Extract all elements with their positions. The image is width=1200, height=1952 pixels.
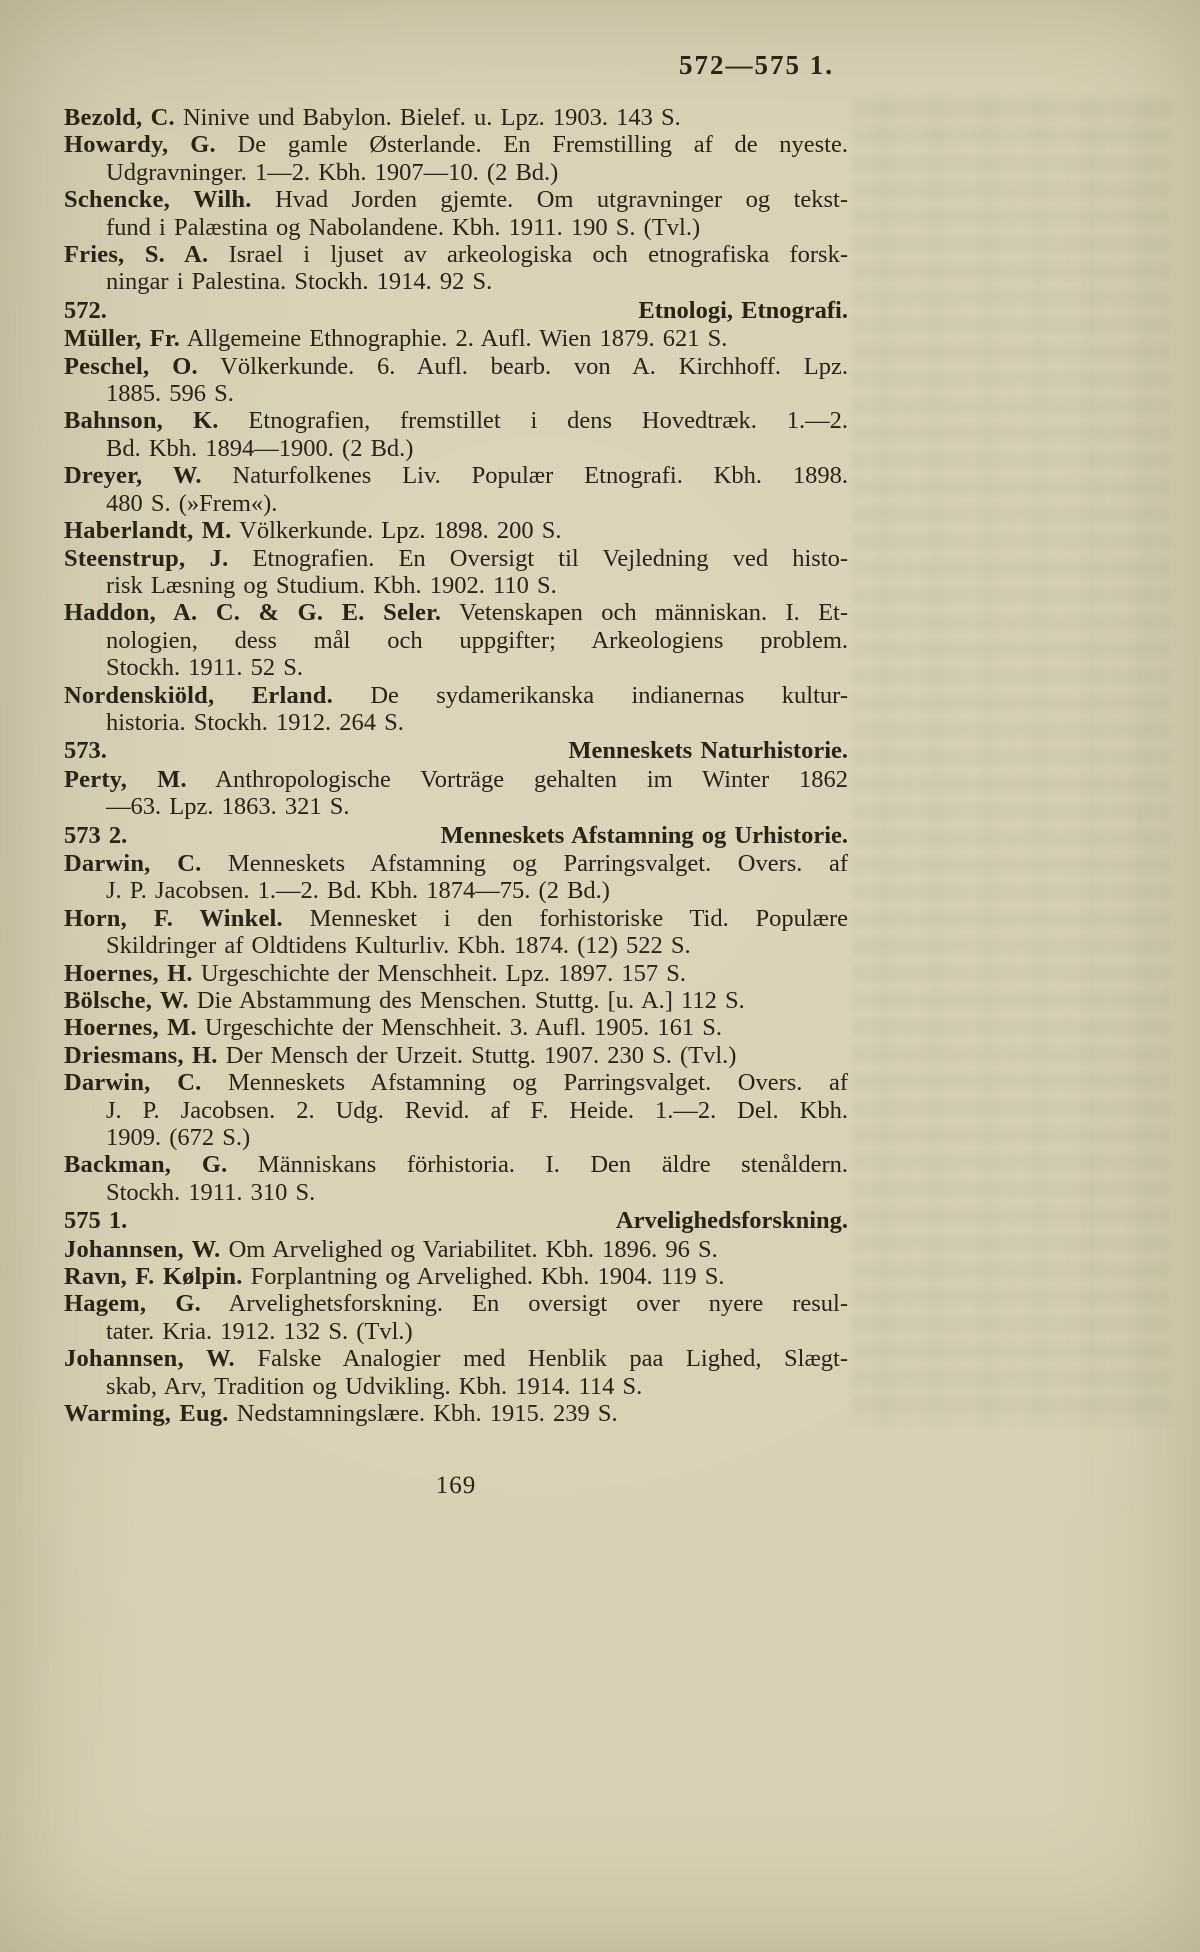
entry-continuation-line: Stockh. 1911. 52 S.	[106, 654, 304, 682]
entry-continuation-line: J. P. Jacobsen. 2. Udg. Revid. af F. Heide. 1.—2. Del. Kbh.	[106, 1096, 848, 1124]
bibliography-entry	[64, 1345, 848, 1400]
entry-first-line: Haberlandt, M. Völkerkunde. Lpz. 1898. 200 S.	[64, 517, 562, 545]
bibliography-entry	[64, 1263, 848, 1290]
entry-first-line: Bölsche, W. Die Abstammung des Menschen. Stuttg. [u. A.] 112 S.	[64, 987, 745, 1014]
section-number: 575 1.	[64, 1207, 128, 1235]
entry-author: Warming, Eug.	[64, 1400, 229, 1428]
entry-first-line: Schencke, Wilh. Hvad Jorden gjemte. Om utgravninger og tekst-	[64, 186, 848, 214]
section-heading	[64, 737, 848, 764]
entry-continuation-line: Stockh. 1911. 310 S.	[106, 1178, 316, 1206]
entry-author: Haberlandt, M.	[64, 517, 232, 545]
bibliography-list	[64, 104, 848, 1428]
section-number: 573.	[64, 737, 107, 765]
bibliography-entry	[64, 960, 848, 987]
entry-author: Dreyer, W.	[64, 462, 202, 490]
entry-first-line: Steenstrup, J. Etnografien. En Oversigt til Vejledning ved histo-	[64, 544, 849, 572]
bibliography-entry	[64, 407, 848, 462]
entry-first-line: Backman, G. Människans förhistoria. I. Den äldre stenåldern.	[64, 1151, 848, 1179]
page-number: 169	[435, 1472, 477, 1499]
entry-author: Darwin, C.	[64, 849, 202, 877]
entry-continuation-line: Udgravninger. 1—2. Kbh. 1907—10. (2 Bd.)	[106, 158, 559, 186]
section-heading	[64, 822, 848, 849]
entry-continuation-line: fund i Palæstina og Nabolandene. Kbh. 1911. 190 S. (Tvl.)	[106, 213, 701, 241]
entry-author: Backman, G.	[64, 1151, 228, 1179]
bibliography-entry	[64, 353, 848, 408]
bibliography-entry	[64, 186, 848, 241]
bibliography-entry	[64, 1290, 848, 1345]
entry-author: Driesmans, H.	[64, 1041, 218, 1069]
entry-author: Bölsche, W.	[64, 987, 189, 1014]
bibliography-entry	[64, 1042, 848, 1069]
bibliography-entry	[64, 905, 848, 960]
entry-first-line: Hoernes, H. Urgeschichte der Menschheit. Lpz. 1897. 157 S.	[64, 959, 686, 987]
entry-continuation-line: risk Læsning og Studium. Kbh. 1902. 110 S.	[106, 571, 557, 599]
entry-first-line: Driesmans, H. Der Mensch der Urzeit. Stuttg. 1907. 230 S. (Tvl.)	[64, 1041, 737, 1069]
section-title: Menneskets Naturhistorie.	[568, 737, 848, 765]
section-title: Arvelighedsforskning.	[615, 1207, 848, 1235]
section-title: Menneskets Afstamning og Urhistorie.	[440, 821, 848, 849]
entry-first-line: Darwin, C. Menneskets Afstamning og Parringsvalget. Overs. af	[64, 1069, 848, 1097]
page-bleedthrough-texture	[852, 96, 1170, 1426]
section-heading	[64, 297, 848, 324]
entry-first-line: Nordenskiöld, Erland. De sydamerikanska indianernas kultur-	[64, 681, 848, 709]
entry-continuation-line: 1909. (672 S.)	[106, 1124, 251, 1152]
entry-author: Bahnson, K.	[64, 407, 219, 435]
entry-author: Ravn, F. Kølpin.	[64, 1263, 243, 1291]
section-number: 572.	[64, 296, 107, 324]
entry-continuation-line: —63. Lpz. 1863. 321 S.	[106, 793, 350, 821]
entry-author: Hoernes, M.	[64, 1014, 197, 1042]
bibliography-entry	[64, 545, 848, 600]
entry-continuation-line: 1885. 596 S.	[106, 380, 234, 408]
entry-author: Darwin, C.	[64, 1069, 202, 1097]
entry-first-line: Perty, M. Anthropologische Vorträge gehalten im Winter 1862	[64, 765, 848, 793]
bibliography-entry	[64, 241, 848, 296]
bibliography-entry	[64, 131, 848, 186]
entry-author: Hagem, G.	[64, 1290, 201, 1318]
entry-first-line: Darwin, C. Menneskets Afstamning og Parringsvalget. Overs. af	[64, 849, 848, 877]
running-head: 572—575 1.	[679, 50, 834, 80]
bibliography-entry	[64, 766, 848, 821]
entry-continuation-line: nologien, dess mål och uppgifter; Arkeologiens problem.	[106, 626, 848, 654]
bibliography-entry	[64, 517, 848, 544]
section-title: Etnologi, Etnografi.	[638, 296, 848, 324]
entry-continuation-line: tater. Kria. 1912. 132 S. (Tvl.)	[106, 1317, 413, 1345]
bibliography-entry	[64, 1236, 848, 1263]
bibliography-entry	[64, 987, 848, 1014]
entry-first-line: Dreyer, W. Naturfolkenes Liv. Populær Etnografi. Kbh. 1898.	[64, 462, 848, 490]
entry-first-line: Hagem, G. Arvelighetsforskning. En oversigt over nyere resul-	[64, 1290, 849, 1318]
entry-author: Haddon, A. C. & G. E. Seler.	[64, 599, 442, 627]
entry-author: Fries, S. A.	[64, 241, 209, 269]
entry-continuation-line: Skildringer af Oldtidens Kulturliv. Kbh. 1874. (12) 522 S.	[106, 932, 691, 960]
entry-first-line: Bahnson, K. Etnografien, fremstillet i dens Hovedtræk. 1.—2.	[64, 407, 848, 435]
entry-continuation-line: historia. Stockh. 1912. 264 S.	[106, 708, 404, 736]
bibliography-entry	[64, 1069, 848, 1151]
entry-continuation-line: 480 S. (»Frem«).	[106, 489, 278, 517]
entry-author: Schencke, Wilh.	[64, 186, 252, 214]
entry-continuation-line: ningar i Palestina. Stockh. 1914. 92 S.	[106, 268, 493, 296]
entry-author: Nordenskiöld, Erland.	[64, 681, 333, 709]
entry-first-line: Peschel, O. Völkerkunde. 6. Aufl. bearb. von A. Kirchhoff. Lpz.	[64, 352, 848, 380]
entry-author: Howardy, G.	[64, 131, 216, 159]
bibliography-entry	[64, 850, 848, 905]
entry-first-line: Haddon, A. C. & G. E. Seler. Vetenskapen och människan. I. Et-	[64, 599, 848, 627]
entry-first-line: Johannsen, W. Falske Analogier med Henblik paa Lighed, Slægt-	[64, 1345, 849, 1373]
entry-author: Horn, F. Winkel.	[64, 904, 283, 932]
entry-author: Müller, Fr.	[64, 325, 181, 353]
section-heading	[64, 1207, 848, 1234]
bibliography-entry	[64, 1151, 848, 1206]
entry-author: Peschel, O.	[64, 352, 198, 380]
entry-first-line: Hoernes, M. Urgeschichte der Menschheit. 3. Aufl. 1905. 161 S.	[64, 1014, 722, 1042]
entry-author: Steenstrup, J.	[64, 544, 229, 572]
section-number: 573 2.	[64, 821, 128, 849]
entry-first-line: Ravn, F. Kølpin. Forplantning og Arvelighed. Kbh. 1904. 119 S.	[64, 1263, 725, 1291]
entry-first-line: Johannsen, W. Om Arvelighed og Variabilitet. Kbh. 1896. 96 S.	[64, 1235, 718, 1263]
bibliography-entry	[64, 325, 848, 352]
bibliography-entry	[64, 1400, 848, 1427]
bibliography-entry	[64, 1014, 848, 1041]
entry-first-line: Bezold, C. Ninive und Babylon. Bielef. u. Lpz. 1903. 143 S.	[64, 104, 681, 131]
entry-first-line: Howardy, G. De gamle Østerlande. En Fremstilling af de nyeste.	[64, 131, 848, 159]
entry-continuation-line: J. P. Jacobsen. 1.—2. Bd. Kbh. 1874—75. (2 Bd.)	[106, 877, 610, 905]
entry-first-line: Müller, Fr. Allgemeine Ethnographie. 2. Aufl. Wien 1879. 621 S.	[64, 325, 728, 353]
bibliography-entry	[64, 104, 848, 131]
entry-author: Perty, M.	[64, 765, 187, 793]
entry-first-line: Horn, F. Winkel. Mennesket i den forhistoriske Tid. Populære	[64, 904, 848, 932]
entry-author: Bezold, C.	[64, 104, 175, 131]
entry-author: Hoernes, H.	[64, 959, 193, 987]
bibliography-entry	[64, 682, 848, 737]
entry-continuation-line: skab, Arv, Tradition og Udvikling. Kbh. 1914. 114 S.	[106, 1372, 643, 1400]
entry-author: Johannsen, W.	[64, 1345, 235, 1373]
bibliography-entry	[64, 462, 848, 517]
entry-continuation-line: Bd. Kbh. 1894—1900. (2 Bd.)	[106, 434, 414, 462]
entry-author: Johannsen, W.	[64, 1235, 221, 1263]
bibliography-entry	[64, 599, 848, 681]
entry-first-line: Fries, S. A. Israel i ljuset av arkeologiska och etnografiska forsk-	[64, 241, 848, 269]
entry-first-line: Warming, Eug. Nedstamningslære. Kbh. 1915. 239 S.	[64, 1400, 618, 1428]
